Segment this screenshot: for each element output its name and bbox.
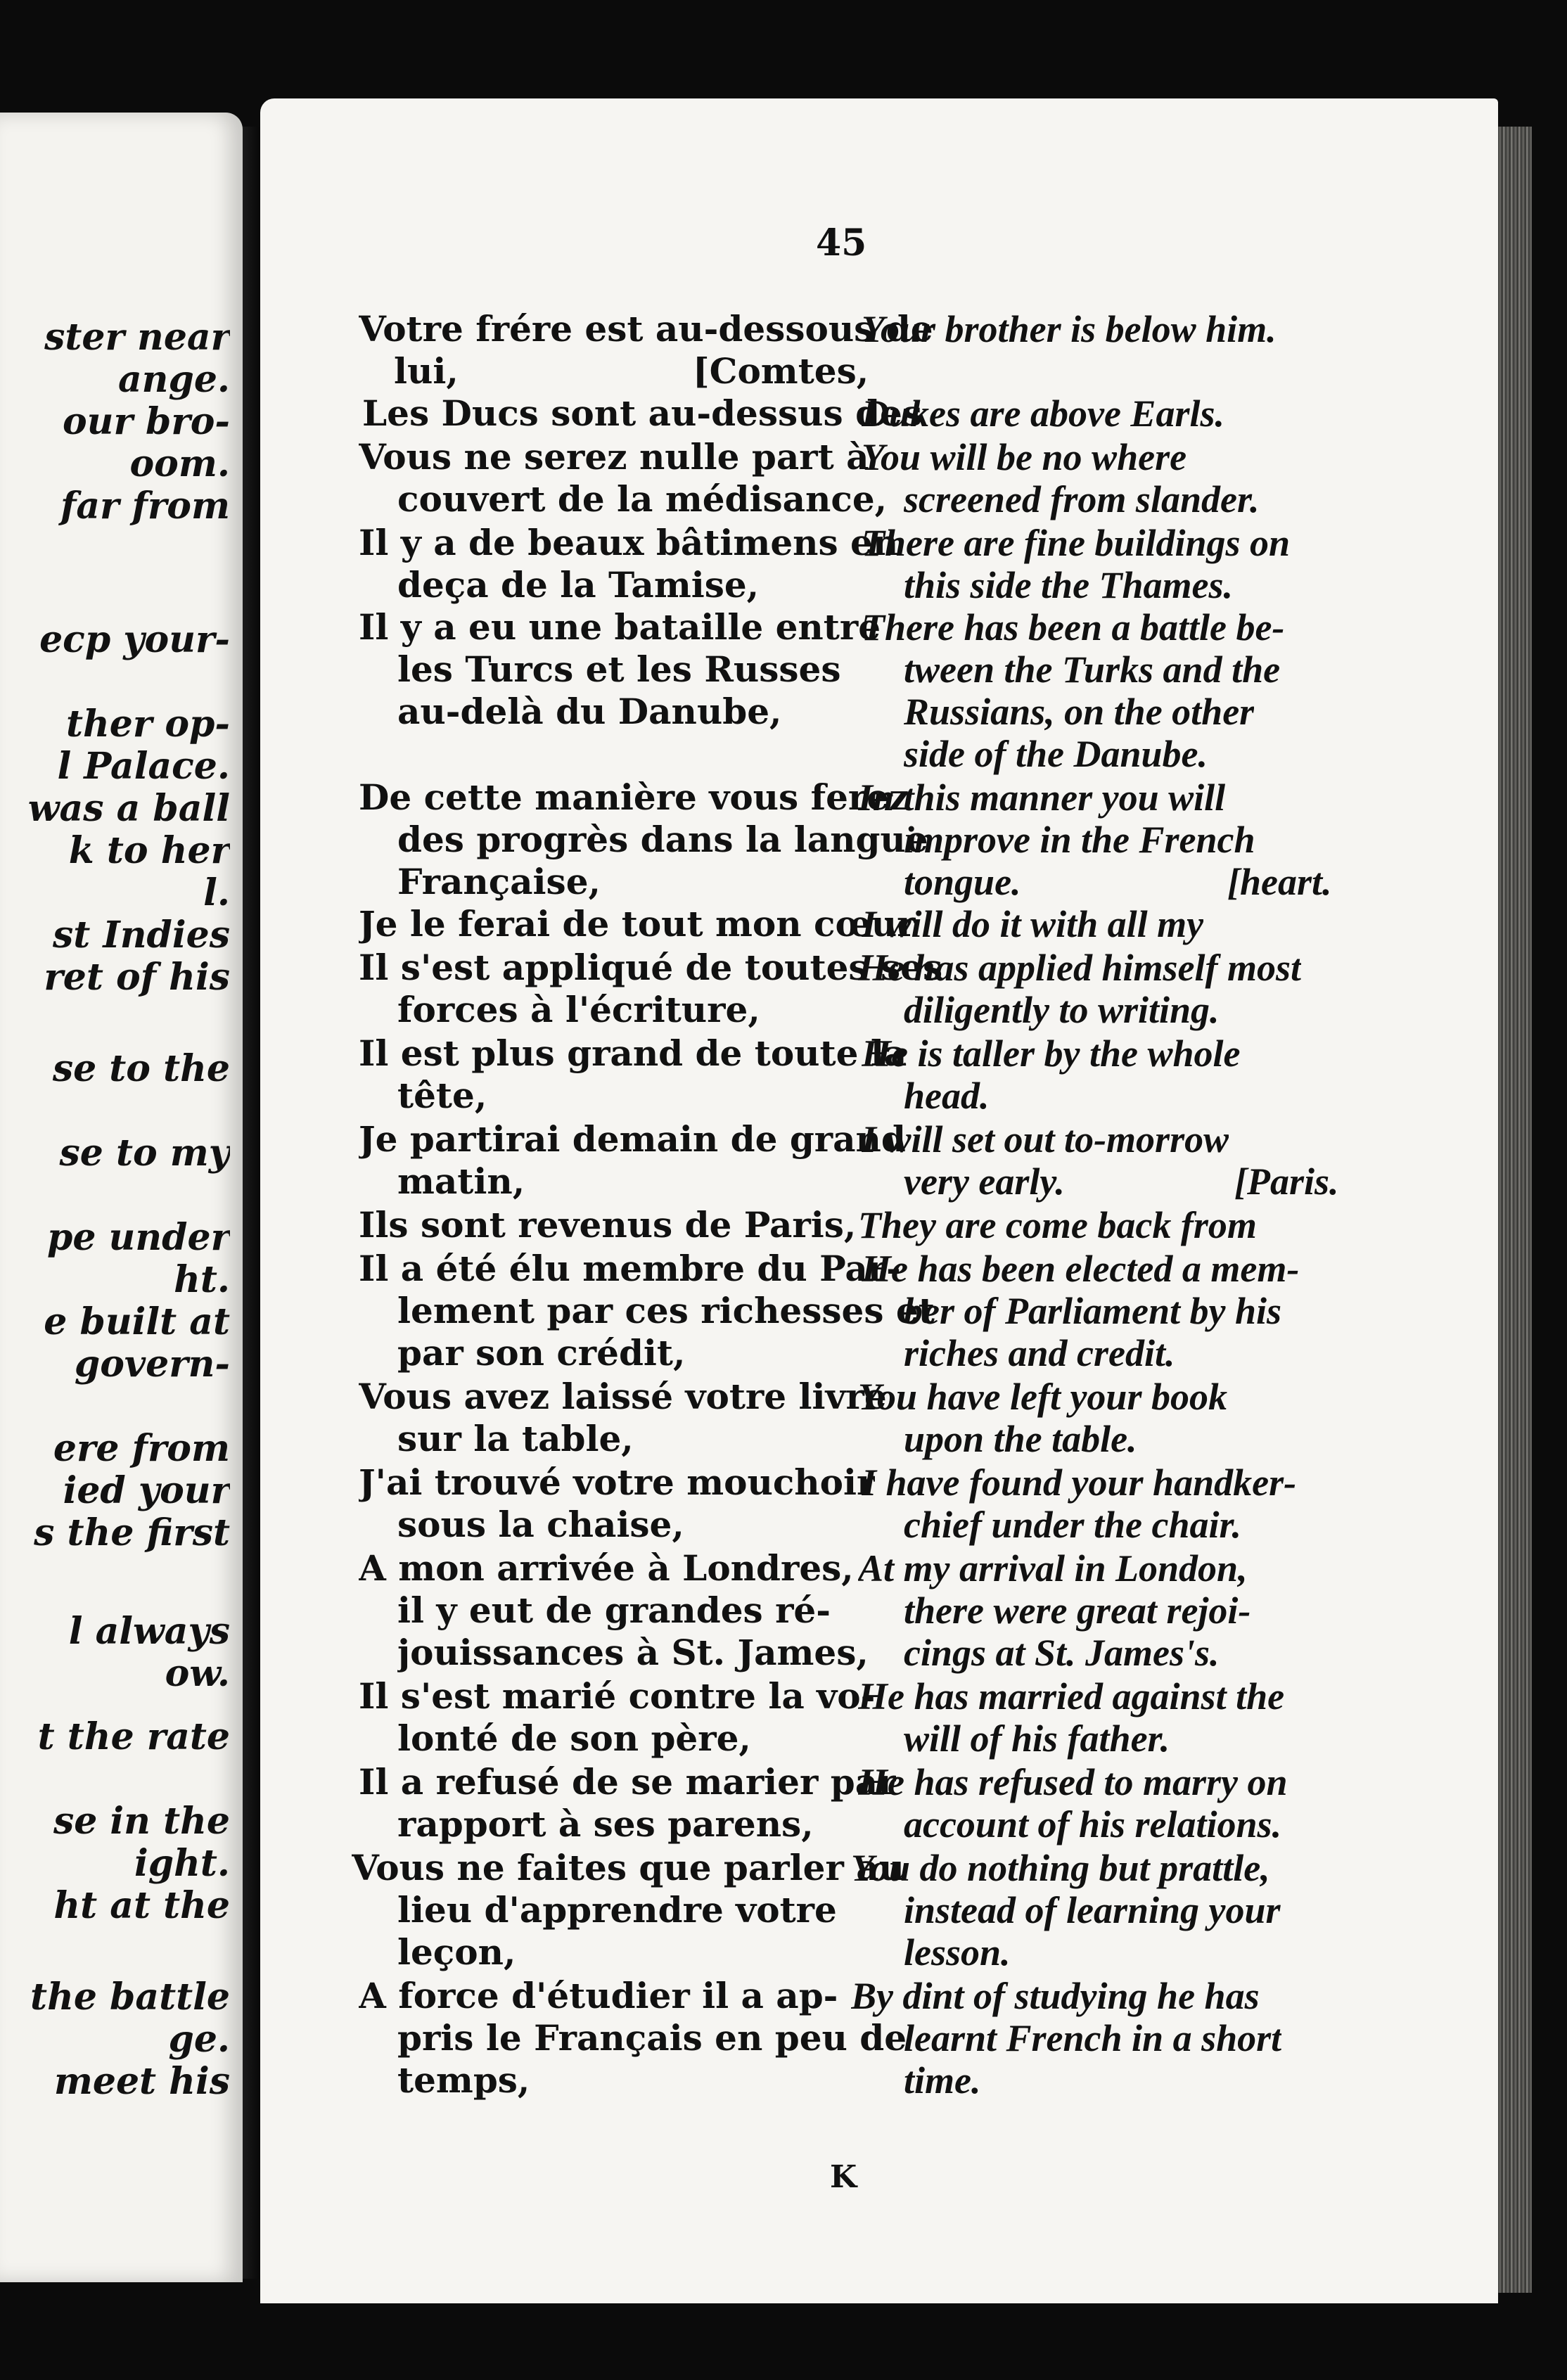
english-line: chief under the chair. [904,1504,1242,1546]
french-line: Je le ferai de tout mon cœur [359,903,916,945]
english-line: tongue. [904,861,1021,903]
french-line: matin, [397,1160,525,1202]
french-line: deça de la Tamise, [397,564,760,606]
english-line: I will do it with all my [862,903,1204,945]
french-line: il y eut de grandes ré- [397,1589,831,1631]
english-line: instead of learning your [904,1889,1281,1931]
english-line: time. [904,2059,981,2101]
english-line: [Paris. [1234,1160,1339,1203]
english-line: There are fine buildings on [862,522,1291,564]
french-line: Il y a de beaux bâtimens en [359,522,899,563]
english-line: He has applied himself most [858,947,1302,989]
french-line: Il est plus grand de toute la [359,1032,907,1074]
english-line: He is taller by the whole [862,1032,1241,1075]
french-line: Il a refusé de se marier par [359,1761,897,1803]
english-line: I have found your handker- [862,1461,1297,1504]
english-line: You do nothing but prattle, [851,1847,1270,1889]
english-line: By dint of studying he has [851,1975,1260,2017]
english-line: [heart. [1227,861,1332,903]
english-line: You have left your book [858,1376,1227,1418]
english-line: He has married against the [858,1675,1285,1717]
french-line: Il y a eu une bataille entre [359,606,881,648]
english-line: Your brother is below him. [862,308,1277,350]
left-page-fragment: se in the [53,1800,230,1843]
english-line: head. [904,1075,990,1117]
english-line: learnt French in a short [904,2017,1282,2059]
english-line: cings at St. James's. [904,1632,1220,1674]
french-line: Vous avez laissé votre livre [359,1376,887,1417]
left-page-fragment: l always [68,1611,230,1653]
french-line: Il s'est marié contre la vo- [359,1675,876,1717]
left-page-fragment: ret of his [44,957,230,999]
french-line: lieu d'apprendre votre [397,1889,837,1931]
left-page-fragment: l Palace. [57,746,230,788]
french-line: lement par ces richesses et [397,1290,935,1331]
french-line: Les Ducs sont au-dessus des [362,392,922,434]
english-line: account of his relations. [904,1803,1282,1845]
french-line: sur la table, [397,1418,634,1459]
english-line: He has refused to marry on [858,1761,1288,1803]
english-line: He has been elected a mem- [862,1248,1300,1290]
english-line: very early. [904,1160,1065,1203]
english-line: Russians, on the other [904,691,1255,733]
english-line: lesson. [904,1931,1011,1973]
left-page-fragment: pe under [47,1217,230,1259]
english-line: There has been a battle be- [862,606,1285,648]
french-line: Il a été élu membre du Par- [359,1248,901,1289]
left-page-fragment: ster near [44,316,230,359]
french-line: jouissances à St. James, [397,1632,869,1673]
english-line: You will be no where [862,436,1187,478]
french-line: J'ai trouvé votre mouchoir [359,1461,876,1503]
signature-mark: K [830,2159,857,2195]
left-page-fragment: ow. [165,1653,230,1695]
french-line: Il s'est appliqué de toutes ses [359,947,943,988]
french-line: lui, [394,350,459,392]
french-line: Je partirai demain de grand [359,1118,906,1160]
english-line: tween the Turks and the [904,648,1281,691]
left-page-fragment: s the first [34,1512,230,1554]
french-line: les Turcs et les Russes [397,648,841,690]
english-line: Dukes are above Earls. [862,392,1224,435]
french-line: couvert de la médisance, [397,478,888,520]
french-line: A force d'étudier il a ap- [359,1975,838,2016]
left-page-fragment: our bro- [62,401,230,443]
page-number: 45 [816,222,867,264]
english-line: riches and credit. [904,1332,1175,1374]
left-page-fragment: ange. [117,359,230,401]
english-line: will of his father. [904,1717,1170,1760]
left-page-fragment: k to her [68,830,230,872]
left-page-fragment: far from [60,485,230,527]
french-line: Vous ne faites que parler au [352,1847,904,1888]
left-page-fragment: ther op- [65,703,230,746]
french-line: leçon, [397,1931,516,1973]
left-page-fragment: e built at [44,1301,230,1343]
left-page-fragment: ight. [134,1843,230,1885]
left-page-fragment: the battle [30,1976,230,2018]
left-page-fragment: ht. [174,1259,230,1301]
left-page-fragment: se to my [59,1132,230,1175]
left-page-fragment: was a ball [27,788,230,830]
french-line: pris le Français en peu de [397,2017,907,2059]
left-page-fragment: st Indies [52,914,230,957]
left-page-fragment: ht at the [53,1885,230,1927]
left-page-fragment: ere from [53,1428,230,1470]
left-page-fragment: l. [203,872,230,914]
french-line: A mon arrivée à Londres, [359,1547,854,1589]
english-line: upon the table. [904,1418,1137,1460]
french-line: tête, [397,1075,487,1116]
left-page-fragment: t the rate [37,1716,230,1758]
french-line: rapport à ses parens, [397,1803,814,1845]
left-page-fragment: ied your [63,1470,230,1512]
english-line: side of the Danube. [904,733,1208,775]
english-line: They are come back from [858,1204,1257,1246]
french-line: lonté de son père, [397,1717,751,1759]
french-line: au-delà du Danube, [397,691,782,732]
english-line: improve in the French [904,819,1255,861]
french-line: Ils sont revenus de Paris, [359,1204,857,1246]
french-line: Votre frére est au-dessous de [359,308,933,350]
left-page-fragment: ecp your- [39,619,230,661]
left-page-fragment: meet his [53,2061,230,2103]
english-line: At my arrival in London, [858,1547,1248,1589]
english-line: there were great rejoi- [904,1589,1251,1632]
english-line: this side the Thames. [904,564,1234,606]
french-line: forces à l'écriture, [397,989,760,1030]
left-page-fragment: ge. [168,2018,230,2061]
french-line: [Comtes, [693,350,869,392]
french-line: des progrès dans la langue [397,819,928,860]
french-line: Vous ne serez nulle part à [359,436,869,478]
english-line: ber of Parliament by his [904,1290,1281,1332]
english-line: screened from slander. [904,478,1260,520]
english-line: In this manner you will [858,776,1226,819]
left-page-fragment: govern- [74,1343,230,1386]
french-line: Française, [397,861,601,902]
left-page-fragment: oom. [129,443,230,485]
english-line: diligently to writing. [904,989,1220,1031]
french-line: par son crédit, [397,1332,686,1374]
french-line: temps, [397,2059,530,2101]
french-line: De cette manière vous ferez [359,776,909,818]
english-line: I will set out to-morrow [862,1118,1229,1160]
left-page-fragment: se to the [52,1048,230,1090]
french-line: sous la chaise, [397,1504,684,1545]
